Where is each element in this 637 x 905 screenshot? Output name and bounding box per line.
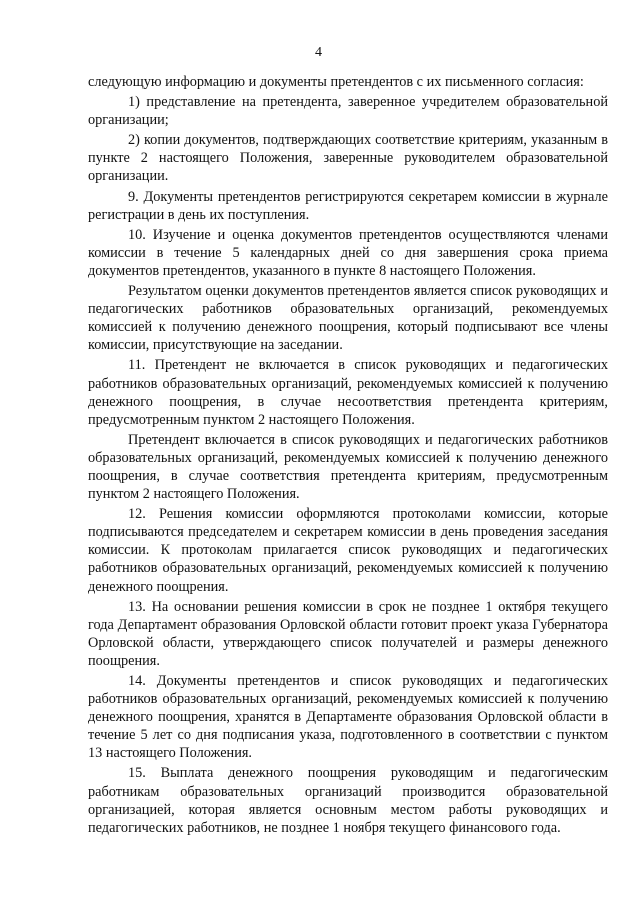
paragraph-clause-15: 15. Выплата денежного поощрения руководящим и педагогическим работникам образовательных организаций производится образовательной организацией, которая является основным местом работы руководящих и педагогических работников, не позднее 1 ноября текущего финансового года. (88, 765, 608, 836)
page-number: 4 (315, 45, 322, 60)
paragraph-item-1: 1) представление на претендента, заверенное учредителем образовательной организации; (88, 94, 608, 129)
document-body (88, 73, 608, 837)
paragraph-item-2: 2) копии документов, подтверждающих соответствие критериям, указанным в пункте 2 настоящего Положения, заверенные руководителем образовательной организации. (88, 132, 608, 185)
paragraph-clause-11-inclusion: Претендент включается в список руководящих и педагогических работников образовательных организаций, рекомендуемых комиссией к получению денежного поощрения, в случае соответствия претендента критериям, предусмотренным пунктом 2 настоящего Положения. (88, 431, 608, 503)
paragraph-clause-13: 13. На основании решения комиссии в срок не позднее 1 октября текущего года Департамент образования Орловской области готовит проект указа Губернатора Орловской области, утверждающего список получателей и размеры денежного поощрения. (88, 598, 608, 669)
paragraph-clause-9: 9. Документы претендентов регистрируются секретарем комиссии в журнале регистрации в день их поступления. (88, 188, 608, 223)
paragraph-clause-11: 11. Претендент не включается в список руководящих и педагогических работников образовательных организаций, рекомендуемых комиссией к получению денежного поощрения, в случае несоответствия претендента критериям, предусмотренным пунктом 2 настоящего Положения. (88, 357, 608, 428)
paragraph-clause-14: 14. Документы претендентов и список руководящих и педагогических работников образовательных организаций, рекомендуемых комиссией к получению денежного поощрения, хранятся в Департаменте образования Орловской области в течение 5 лет со дня подписания указа, подготовленного в соответствии с пунктом 13 настоящего Положения. (88, 673, 608, 762)
paragraph-clause-12: 12. Решения комиссии оформляются протоколами комиссии, которые подписываются председателем и секретарем комиссии в день проведения заседания комиссии. К протоколам прилагается список руководящих и педагогических работников образовательных организаций, рекомендуемых комиссией к получению денежного поощрения. (88, 506, 608, 595)
paragraph-clause-10: 10. Изучение и оценка документов претендентов осуществляются членами комиссии в течение 5 календарных дней со дня завершения срока приема документов претендентов, указанного в пункте 8 настоящего Положения. (88, 226, 608, 279)
paragraph-intro-continuation: следующую информацию и документы претендентов с их письменного согласия: (88, 74, 584, 90)
paragraph-clause-10-result: Результатом оценки документов претендентов является список руководящих и педагогических работников образовательных организаций, рекомендуемых комиссией к получению денежного поощрения, который подписывают все члены комиссии, присутствующие на заседании. (88, 283, 608, 354)
